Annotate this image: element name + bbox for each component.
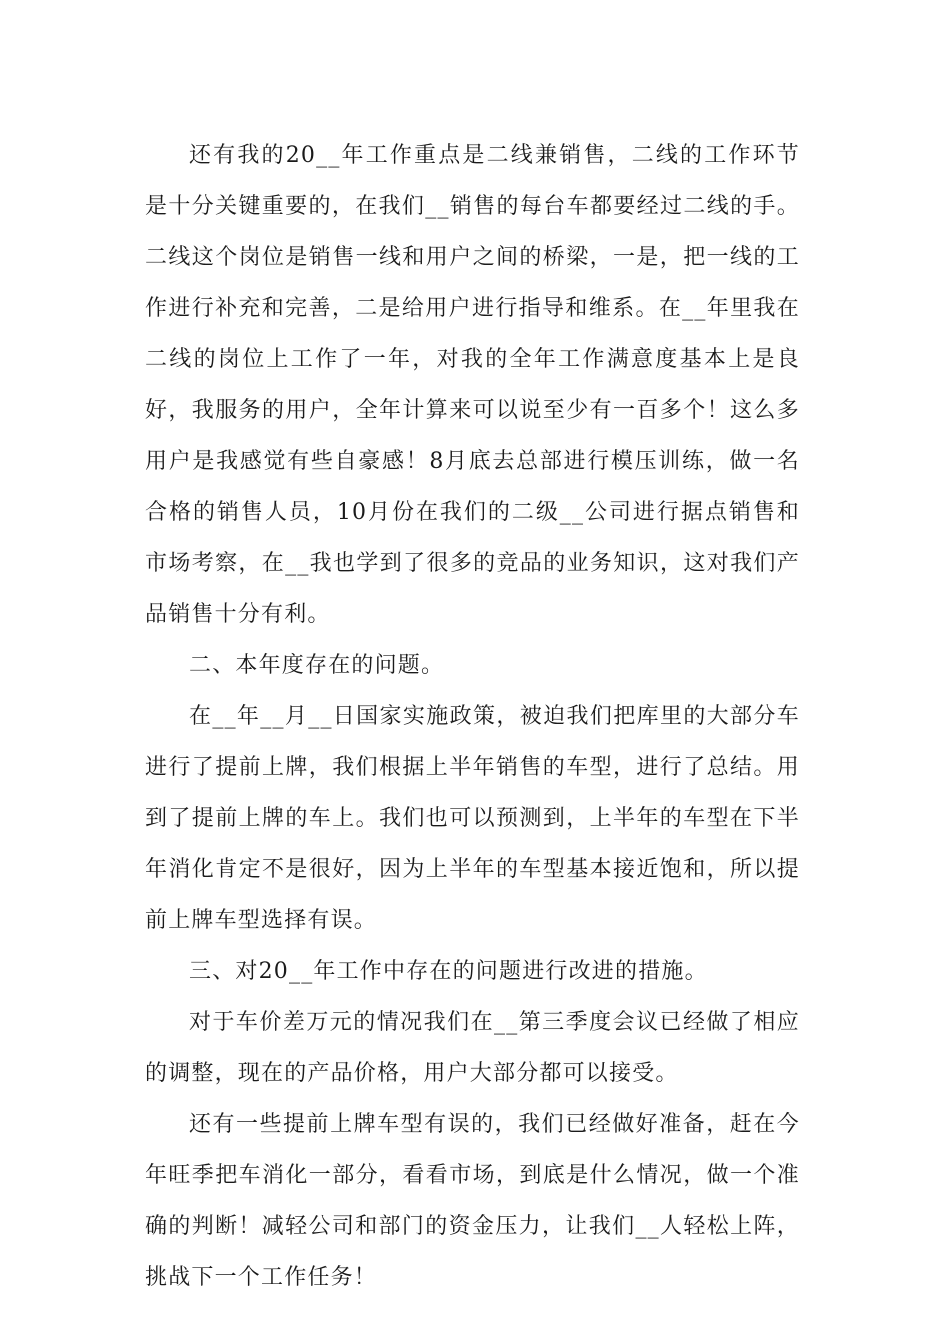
paragraph-problems: 在__年__月__日国家实施政策，被迫我们把库里的大部分车进行了提前上牌，我们根据上半年销售的车型，进行了总结。用到了提前上牌的车上。我们也可以预测到，上半年的车型在下半年消化肯定不是很好，因为上半年的车型基本接近饱和，所以提前上牌车型选择有误。 [145, 704, 800, 933]
paragraph-plan: 还有一些提前上牌车型有误的，我们已经做好准备，赶在今年旺季把车消化一部分，看看市场，到底是什么情况，做一个准确的判断！减轻公司和部门的资金压力，让我们__人轻松上阵，挑战下一个工作任务！ [145, 1112, 800, 1290]
heading-problems: 二、本年度存在的问题。 [189, 653, 445, 678]
paragraph-price-adjustment: 对于车价差万元的情况我们在__第三季度会议已经做了相应的调整，现在的产品价格，用户大部分都可以接受。 [145, 1010, 800, 1086]
heading-improvements: 三、对20__年工作中存在的问题进行改进的措施。 [189, 959, 708, 984]
paragraph-work-focus: 还有我的20__年工作重点是二线兼销售，二线的工作环节是十分关键重要的，在我们__销售的每台车都要经过二线的手。二线这个岗位是销售一线和用户之间的桥梁，一是，把一线的工作进行补充和完善，二是给用户进行指导和维系。在__年里我在二线的岗位上工作了一年，对我的全年工作满意度基本上是良好，我服务的用户，全年计算来可以说至少有一百多个！这么多用户是我感觉有些自豪感！8月底去总部进行模压训练，做一名合格的销售人员，10月份在我们的二级__公司进行据点销售和市场考察，在__我也学到了很多的竞品的业务知识，这对我们产品销售十分有利。 [145, 143, 800, 627]
document-body [145, 130, 800, 1303]
